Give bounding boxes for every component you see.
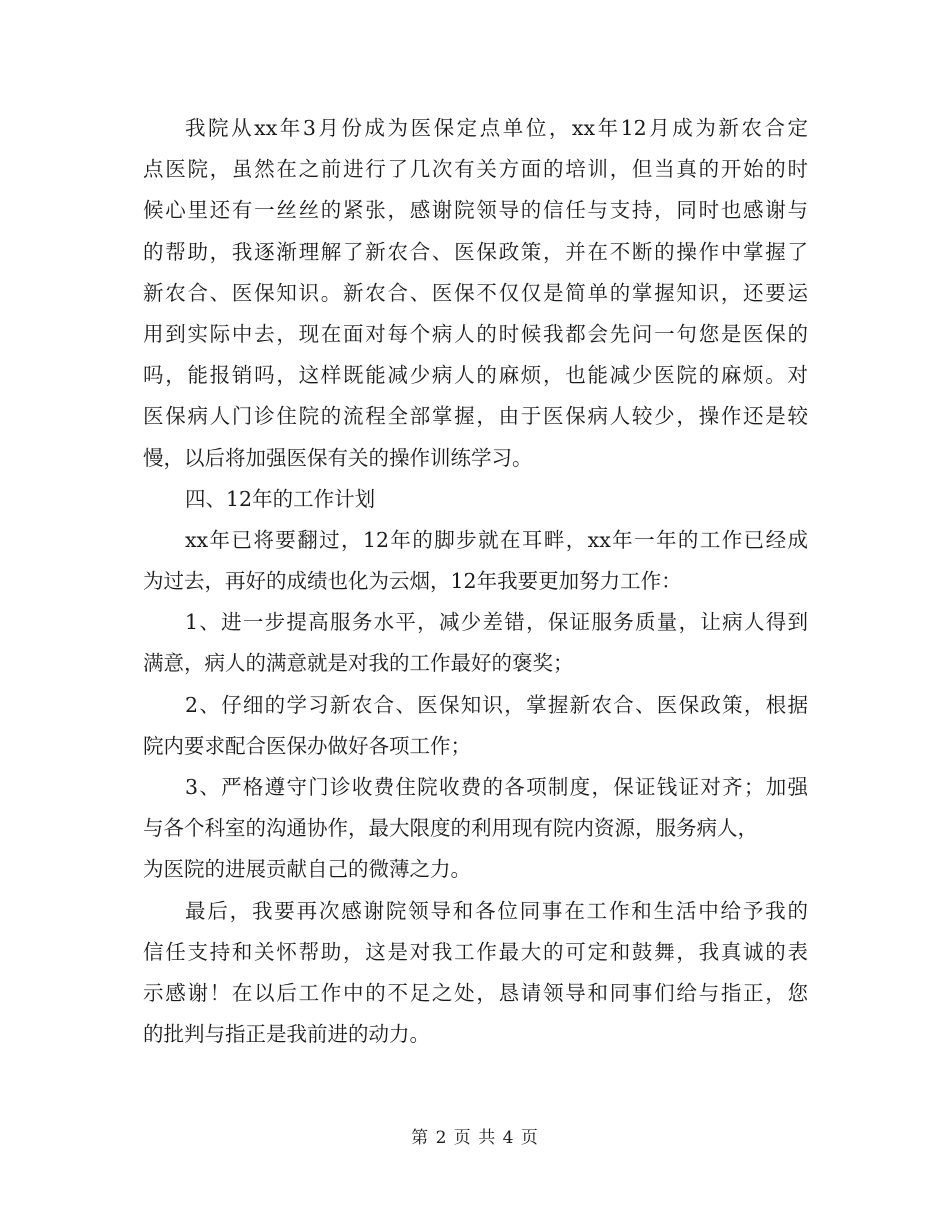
list-item-line: 院内要求配合医保办做好各项工作； bbox=[143, 733, 471, 758]
list-item-line: 满意，病人的满意就是对我的工作最好的褒奖； bbox=[143, 651, 574, 676]
section-heading: 四、12年的工作计划 bbox=[185, 486, 376, 511]
paragraph-line: 的帮助，我逐渐理解了新农合、医保政策，并在不断的操作中掌握了 bbox=[143, 239, 808, 264]
paragraph-line: 用到实际中去，现在面对每个病人的时候我都会先问一句您是医保的 bbox=[143, 321, 808, 346]
paragraph-line: 最后，我要再次感谢院领导和各位同事在工作和生活中给予我的 bbox=[185, 898, 808, 923]
paragraph-line: 候心里还有一丝丝的紧张，感谢院领导的信任与支持，同时也感谢与 bbox=[143, 198, 808, 223]
paragraph-line: xx年已将要翻过，12年的脚步就在耳畔，xx年一年的工作已经成 bbox=[185, 527, 808, 552]
paragraph-line: 新农合、医保知识。新农合、医保不仅仅是简单的掌握知识，还要运 bbox=[143, 280, 808, 305]
list-item-line: 为医院的进展贡献自己的微薄之力。 bbox=[143, 857, 471, 882]
paragraph-line: 的批判与指正是我前进的动力。 bbox=[143, 1022, 430, 1047]
paragraph-line: 医保病人门诊住院的流程全部掌握，由于医保病人较少，操作还是较 bbox=[143, 404, 808, 429]
paragraph-line: 吗，能报销吗，这样既能减少病人的麻烦，也能减少医院的麻烦。对 bbox=[143, 363, 808, 388]
list-item-line: 2、仔细的学习新农合、医保知识，掌握新农合、医保政策，根据 bbox=[185, 692, 808, 717]
list-item-line: 1、进一步提高服务水平，减少差错，保证服务质量，让病人得到 bbox=[185, 610, 808, 635]
paragraph-line: 慢，以后将加强医保有关的操作训练学习。 bbox=[143, 445, 533, 470]
paragraph-line: 我院从xx年3月份成为医保定点单位，xx年12月成为新农合定 bbox=[185, 116, 808, 140]
paragraph-line: 为过去，再好的成绩也化为云烟，12年我要更加努力工作： bbox=[143, 569, 682, 594]
page-number: 第 2 页 共 4 页 bbox=[411, 1128, 539, 1148]
list-item-line: 与各个科室的沟通协作，最大限度的利用现有院内资源，服务病人， bbox=[143, 816, 758, 841]
list-item-line: 3、严格遵守门诊收费住院收费的各项制度，保证钱证对齐；加强 bbox=[185, 775, 808, 799]
paragraph-line: 点医院，虽然在之前进行了几次有关方面的培训，但当真的开始的时 bbox=[143, 157, 808, 182]
paragraph-line: 信任支持和关怀帮助，这是对我工作最大的可定和鼓舞，我真诚的表 bbox=[143, 939, 808, 964]
document-body bbox=[143, 108, 808, 1055]
paragraph-line: 示感谢！在以后工作中的不足之处，恳请领导和同事们给与指正，您 bbox=[143, 980, 808, 1005]
